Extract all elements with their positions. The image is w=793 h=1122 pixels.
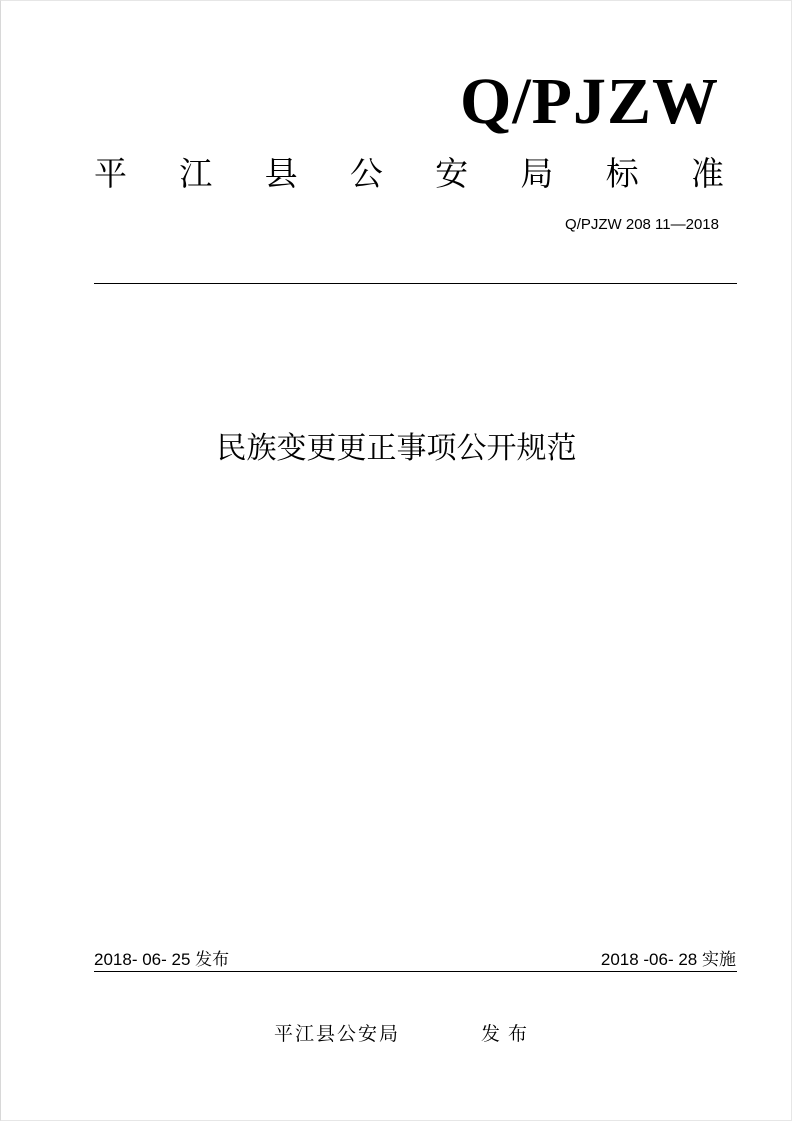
issue-date: 2018- 06- 25 发布	[94, 950, 230, 969]
document-title: 民族变更更正事项公开规范	[216, 431, 577, 466]
footer-issue-label: 发布	[481, 1023, 536, 1045]
header-divider	[94, 283, 737, 284]
footer-divider	[94, 971, 737, 972]
standard-code-logo: Q/PJZW	[459, 65, 719, 138]
issuer-title-char: 公	[349, 154, 383, 193]
footer-issuer-name: 平江县公安局	[274, 1023, 401, 1045]
issuer-title-char: 江	[179, 154, 213, 193]
effective-date: 2018 -06- 28 实施	[600, 950, 736, 969]
issuer-title-char: 平	[94, 154, 127, 193]
issuer-title-char: 准	[690, 154, 724, 193]
issuer-standard-title	[94, 152, 724, 196]
standard-number: Q/PJZW 208 11—2018	[565, 216, 719, 233]
issuer-title-char: 安	[435, 154, 469, 193]
issuer-title-char: 县	[264, 154, 298, 193]
issuer-title-char: 局	[520, 154, 554, 193]
issuer-title-char: 标	[605, 154, 639, 193]
